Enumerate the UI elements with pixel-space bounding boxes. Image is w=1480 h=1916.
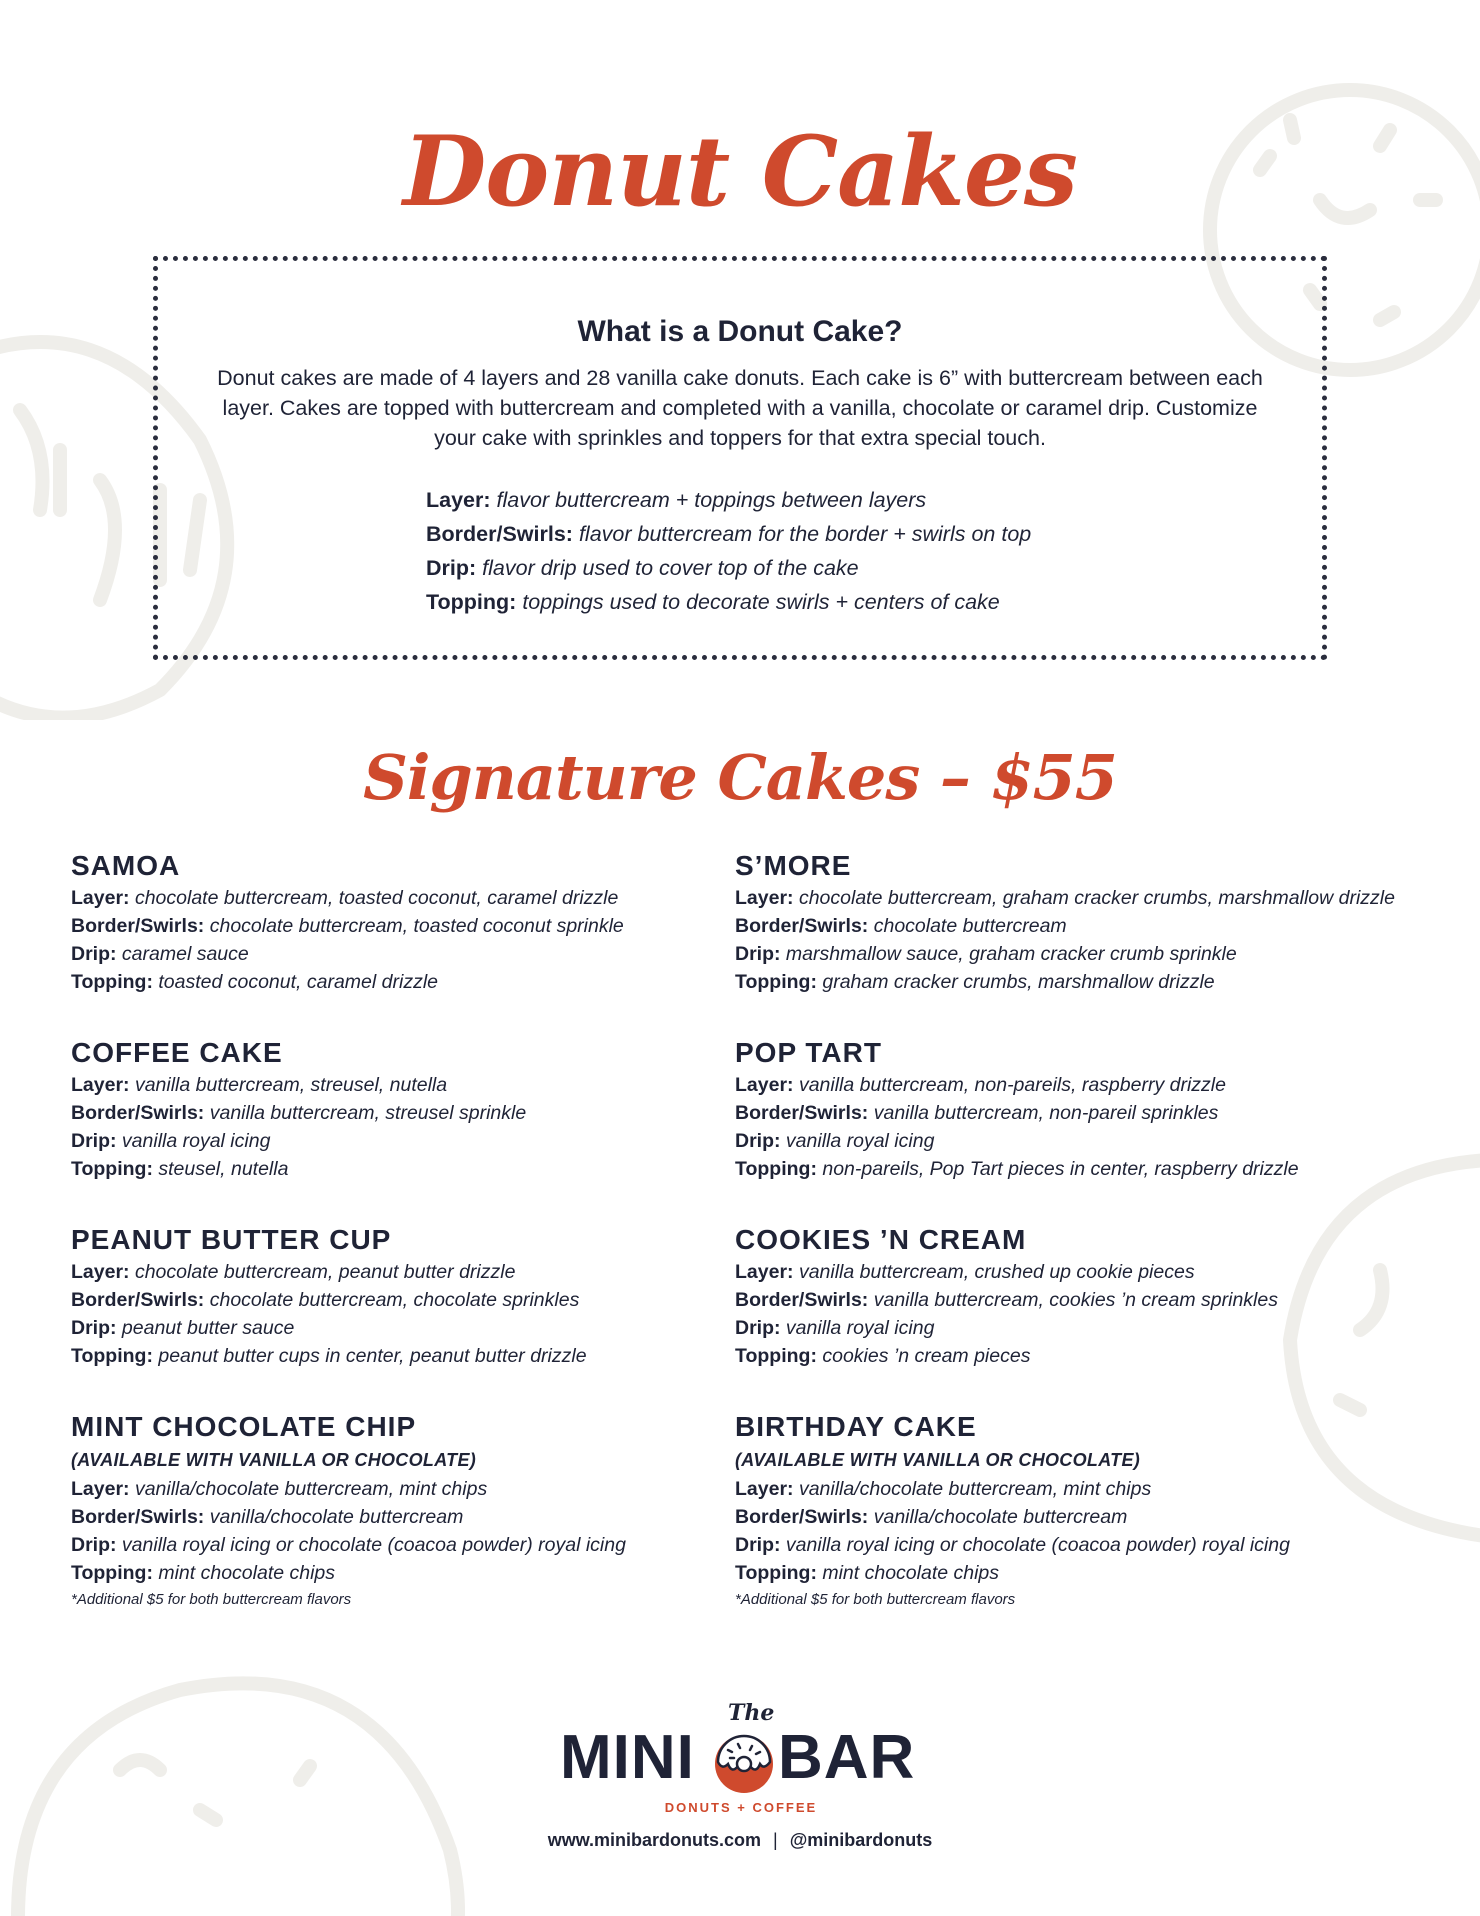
cake-drip <box>71 940 771 968</box>
layer-value: vanilla buttercream, streusel, nutella <box>134 1074 448 1096</box>
cake-border <box>71 912 771 940</box>
drip-value: vanilla royal icing <box>785 1130 935 1152</box>
signature-cakes-title: Signature Cakes – $55 <box>363 741 1117 814</box>
cake-layer <box>735 1258 1435 1286</box>
topping-label: Topping: <box>71 1158 153 1180</box>
border-label: Border/Swirls: <box>71 915 205 937</box>
definition-list <box>426 483 1031 619</box>
layer-value: vanilla buttercream, non-pareils, raspberry drizzle <box>798 1074 1226 1096</box>
cake-availability: (AVAILABLE WITH VANILLA OR CHOCOLATE) <box>735 1450 1141 1470</box>
social-handle-link[interactable]: @minibardonuts <box>789 1830 933 1850</box>
topping-label: Topping: <box>735 1345 817 1367</box>
cake-item <box>735 848 1435 996</box>
cake-layer <box>71 1071 771 1099</box>
cake-name: S’MORE <box>735 850 852 881</box>
cake-name: MINT CHOCOLATE CHIP <box>71 1411 417 1442</box>
cake-border <box>71 1099 771 1127</box>
drip-label: Drip: <box>735 943 781 965</box>
border-value: vanilla/chocolate buttercream <box>873 1506 1128 1528</box>
cake-item <box>735 1222 1435 1370</box>
logo-bar-text: BAR <box>778 1723 916 1792</box>
cake-drip <box>735 1531 1435 1559</box>
cake-name: PEANUT BUTTER CUP <box>71 1224 392 1255</box>
cake-topping <box>71 968 771 996</box>
layer-value: chocolate buttercream, peanut butter drizzle <box>134 1261 516 1283</box>
cake-topping <box>735 1155 1435 1183</box>
definition-text: toppings used to decorate swirls + centers of cake <box>522 590 1000 614</box>
background-donut-bottom-left-icon <box>0 1660 480 1916</box>
cake-border <box>735 1099 1435 1127</box>
cake-drip <box>71 1314 771 1342</box>
drip-value: vanilla royal icing <box>121 1130 271 1152</box>
cake-border <box>71 1503 771 1531</box>
layer-label: Layer: <box>735 1261 794 1283</box>
cake-topping <box>735 1342 1435 1370</box>
cake-name: BIRTHDAY CAKE <box>735 1411 977 1442</box>
logo-the-text: The <box>728 1700 775 1726</box>
cake-layer <box>735 1475 1435 1503</box>
layer-label: Layer: <box>735 887 794 909</box>
layer-label: Layer: <box>735 1074 794 1096</box>
drip-label: Drip: <box>71 943 117 965</box>
topping-value: mint chocolate chips <box>158 1562 336 1584</box>
cake-layer <box>71 1258 771 1286</box>
border-value: vanilla buttercream, streusel sprinkle <box>209 1102 527 1124</box>
cake-drip <box>735 1314 1435 1342</box>
cake-item <box>735 1409 1435 1613</box>
cake-drip <box>735 940 1435 968</box>
cake-topping <box>735 968 1435 996</box>
logo-subtitle: DONUTS + COFFEE <box>664 1800 818 1815</box>
definition-item <box>426 585 1031 619</box>
layer-label: Layer: <box>71 887 130 909</box>
layer-label: Layer: <box>71 1261 130 1283</box>
cake-drip <box>735 1127 1435 1155</box>
topping-label: Topping: <box>71 1562 153 1584</box>
layer-value: chocolate buttercream, graham cracker crumbs, marshmallow drizzle <box>798 887 1395 909</box>
page-title: Donut Cakes <box>403 115 1077 228</box>
drip-label: Drip: <box>71 1130 117 1152</box>
drip-label: Drip: <box>735 1317 781 1339</box>
drip-label: Drip: <box>71 1534 117 1556</box>
website-link[interactable]: www.minibardonuts.com <box>547 1830 762 1850</box>
topping-value: cookies ’n cream pieces <box>822 1345 1031 1367</box>
drip-label: Drip: <box>71 1317 117 1339</box>
cake-topping <box>71 1559 771 1587</box>
topping-value: graham cracker crumbs, marshmallow drizzle <box>822 971 1215 993</box>
layer-value: vanilla/chocolate buttercream, mint chips <box>134 1478 488 1500</box>
drip-value: vanilla royal icing or chocolate (coacoa powder) royal icing <box>121 1534 626 1556</box>
topping-value: mint chocolate chips <box>822 1562 1000 1584</box>
layer-value: vanilla buttercream, crushed up cookie pieces <box>798 1261 1195 1283</box>
cake-item <box>71 1035 771 1183</box>
cake-name: COOKIES ’N CREAM <box>735 1224 1027 1255</box>
cake-drip <box>71 1127 771 1155</box>
cake-item <box>71 848 771 996</box>
topping-label: Topping: <box>735 1562 817 1584</box>
layer-value: vanilla/chocolate buttercream, mint chips <box>798 1478 1152 1500</box>
topping-label: Topping: <box>71 971 153 993</box>
border-value: chocolate buttercream, toasted coconut sprinkle <box>209 915 624 937</box>
definition-item <box>426 483 1031 517</box>
layer-label: Layer: <box>71 1478 130 1500</box>
cake-drip <box>71 1531 771 1559</box>
footer-links <box>0 1830 1480 1851</box>
cake-topping <box>71 1342 771 1370</box>
topping-value: non-pareils, Pop Tart pieces in center, raspberry drizzle <box>822 1158 1299 1180</box>
definition-label: Drip: <box>426 556 477 580</box>
border-value: chocolate buttercream <box>873 915 1067 937</box>
drip-value: marshmallow sauce, graham cracker crumb sprinkle <box>785 943 1237 965</box>
border-label: Border/Swirls: <box>735 1289 869 1311</box>
logo-mini-text: MINI <box>560 1723 695 1792</box>
topping-label: Topping: <box>735 1158 817 1180</box>
cake-name: POP TART <box>735 1037 882 1068</box>
cake-layer <box>71 1475 771 1503</box>
cake-item <box>71 1222 771 1370</box>
border-label: Border/Swirls: <box>735 1506 869 1528</box>
cake-note: *Additional $5 for both buttercream flavors <box>735 1591 1016 1608</box>
border-label: Border/Swirls: <box>71 1289 205 1311</box>
topping-value: steusel, nutella <box>158 1158 289 1180</box>
border-value: vanilla buttercream, non-pareil sprinkles <box>873 1102 1219 1124</box>
definition-text: flavor buttercream for the border + swirls on top <box>578 522 1032 546</box>
footer-separator: | <box>773 1830 778 1850</box>
border-label: Border/Swirls: <box>735 915 869 937</box>
definition-text: flavor buttercream + toppings between layers <box>496 488 927 512</box>
border-label: Border/Swirls: <box>71 1506 205 1528</box>
cake-topping <box>71 1155 771 1183</box>
border-value: vanilla buttercream, cookies ’n cream sprinkles <box>873 1289 1278 1311</box>
cake-item <box>735 1035 1435 1183</box>
drip-value: peanut butter sauce <box>121 1317 295 1339</box>
drip-label: Drip: <box>735 1130 781 1152</box>
drip-value: vanilla royal icing <box>785 1317 935 1339</box>
drip-value: caramel sauce <box>121 943 249 965</box>
topping-label: Topping: <box>71 1345 153 1367</box>
cake-topping <box>735 1559 1435 1587</box>
border-value: chocolate buttercream, chocolate sprinkles <box>209 1289 580 1311</box>
cake-layer <box>71 884 771 912</box>
cake-border <box>735 1503 1435 1531</box>
definition-text: flavor drip used to cover top of the cake <box>482 556 859 580</box>
definition-label: Layer: <box>426 488 491 512</box>
cake-border <box>735 1286 1435 1314</box>
cake-item <box>71 1409 771 1613</box>
topping-label: Topping: <box>735 971 817 993</box>
layer-label: Layer: <box>71 1074 130 1096</box>
topping-value: peanut butter cups in center, peanut butter drizzle <box>158 1345 587 1367</box>
cake-layer <box>735 884 1435 912</box>
border-value: vanilla/chocolate buttercream <box>209 1506 464 1528</box>
intro-heading: What is a Donut Cake? <box>577 315 903 348</box>
donut-icon <box>712 1732 776 1796</box>
cake-name: SAMOA <box>71 850 181 881</box>
layer-value: chocolate buttercream, toasted coconut, caramel drizzle <box>134 887 619 909</box>
cake-name: COFFEE CAKE <box>71 1037 283 1068</box>
intro-box <box>153 256 1327 660</box>
cake-border <box>71 1286 771 1314</box>
definition-item <box>426 517 1031 551</box>
border-label: Border/Swirls: <box>735 1102 869 1124</box>
cake-border <box>735 912 1435 940</box>
minibar-logo <box>560 1700 920 1820</box>
definition-label: Border/Swirls: <box>426 522 573 546</box>
cake-availability: (AVAILABLE WITH VANILLA OR CHOCOLATE) <box>71 1450 477 1470</box>
intro-text: Donut cakes are made of 4 layers and 28 vanilla cake donuts. Each cake is 6” with buttercream between each layer. Cakes are topped with buttercream and completed with a vanilla, chocolate or caramel drip. Customize your cake with sprinkles and toppers for that extra special touch. <box>217 366 1263 450</box>
drip-label: Drip: <box>735 1534 781 1556</box>
drip-value: vanilla royal icing or chocolate (coacoa powder) royal icing <box>785 1534 1290 1556</box>
topping-value: toasted coconut, caramel drizzle <box>158 971 438 993</box>
border-label: Border/Swirls: <box>71 1102 205 1124</box>
definition-item <box>426 551 1031 585</box>
layer-label: Layer: <box>735 1478 794 1500</box>
cake-note: *Additional $5 for both buttercream flavors <box>71 1591 352 1608</box>
definition-label: Topping: <box>426 590 517 614</box>
cake-layer <box>735 1071 1435 1099</box>
